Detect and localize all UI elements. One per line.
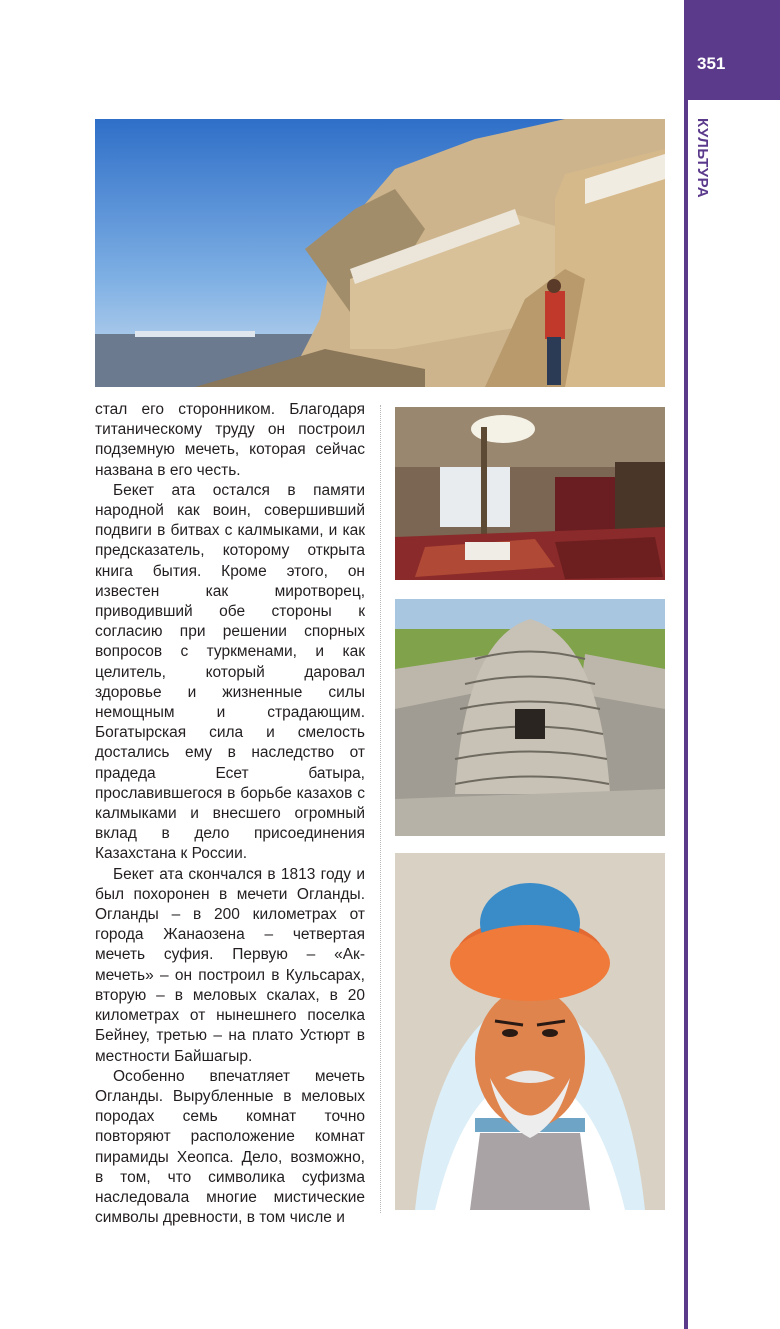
- paragraph: стал его сторонником. Благодаря титаническому труду он построил подземную мечеть, которая сейчас названа в его честь.: [95, 401, 365, 479]
- page-tab: [684, 0, 780, 100]
- cliff-mosque-photo: [95, 119, 665, 387]
- stone-dome-photo: [395, 599, 665, 836]
- paragraph: Особенно впечатляет мечеть Огланды. Вырубленные в меловых породах семь комнат точно повторяют расположение комнат пирамиды Хеопса. Дело, возможно, в том, что символика суфизма наследовала многие мистические символы древности, в том числе и: [95, 1067, 365, 1227]
- paragraph: Бекет ата скончался в 1813 году и был похоронен в мечети Огланды. Огланды – в 200 километрах от города Жанаозена – четвертая мечеть суфия. Первую – «Ак-мечеть» – он построил в Кульсарах, вторую – в меловых скалах, в 20 километрах от нынешнего поселка Бейнеу, третью – на плато Устюрт в местности Байшагыр.: [95, 865, 365, 1065]
- underground-room-photo: [395, 407, 665, 580]
- paragraph: Бекет ата остался в памяти народной как воин, совершивший подвиги в битвах с калмыками, и как предсказатель, которому открыта книга бытия. Кроме этого, он известен как миротворец, приводивший обе стороны к согласию при решении спорных вопросов с туркменами, и как целитель, который даровал здоровье и жизненные силы немощным и страдающим. Богатырская сила и смелость достались ему в наследство от прадеда Есет батыра, прославившегося в борьбе казахов с калмыками и внесшего огромный вклад в дело присоединения Казахстана к России.: [95, 481, 365, 863]
- side-rule: [684, 100, 688, 1329]
- column-divider: [380, 405, 381, 1213]
- page-number: 351: [697, 54, 726, 73]
- portrait-painting: [395, 853, 665, 1210]
- body-text: [95, 400, 365, 1228]
- section-label: КУЛЬТУРА: [694, 118, 711, 199]
